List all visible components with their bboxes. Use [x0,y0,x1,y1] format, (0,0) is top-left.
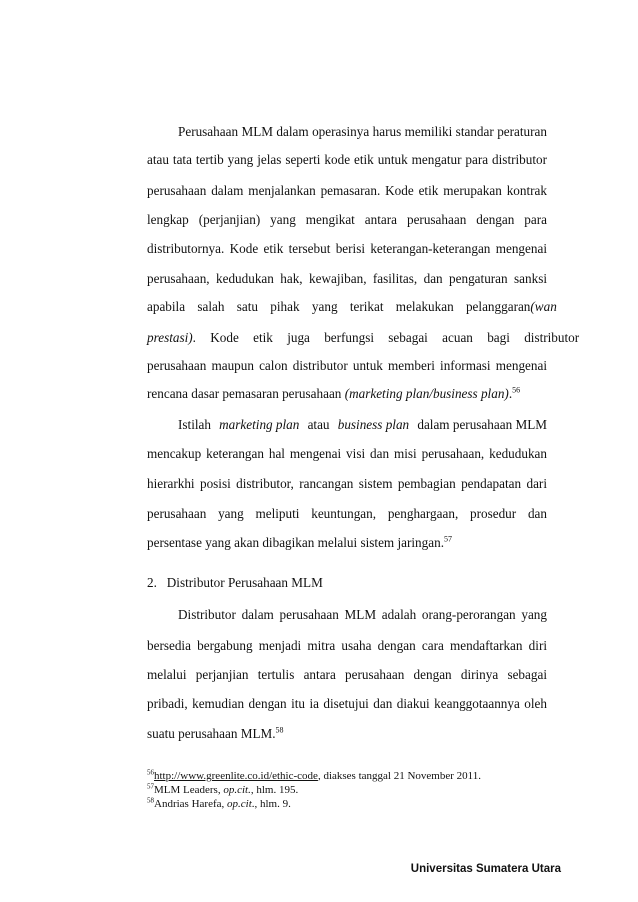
p2-line-5-text: persentase yang akan dibagikan melalui sistem jaringan. [147,535,444,550]
footnote-56-num: 56 [147,768,154,777]
p1-line-10 [147,386,547,402]
p2-line-2: mencakup keterangan hal mengenai visi dan misi perusahaan, kedudukan [147,446,547,461]
footnote-58-italic: op.cit [227,798,252,810]
p3-line-3: melalui perjanjian tertulis antara perusahaan dengan dirinya sebagai [147,667,547,682]
p1-line-10-italic: (marketing plan/business plan) [344,386,509,401]
p1-line-8 [147,330,580,346]
p3-line-5 [147,726,547,742]
footnote-57 [147,784,298,797]
footnote-57-page: , hlm. 195. [250,784,299,796]
p2-word-istilah: Istilah [178,417,211,432]
footnote-56-text: , diakses tanggal 21 November 2011. [317,770,481,782]
p2-line-4: perusahaan yang meliputi keuntungan, penghargaan, prosedur dan [147,506,547,521]
p1-line-6: perusahaan, kedudukan hak, kewajiban, fasilitas, dan pengaturan sanksi [147,271,547,286]
p3-line-1: Distributor dalam perusahaan MLM adalah orang-perorangan yang [178,607,547,622]
footnote-57-num: 57 [147,782,154,791]
footnote-57-italic: op.cit. [223,784,251,796]
p1-line-5: distributornya. Kode etik tersebut berisi keterangan-keterangan mengenai [147,241,547,256]
footnote-58-author: Andrias Harefa, [154,798,227,810]
footnote-56 [147,770,481,783]
footnote-ref-57: 57 [444,534,452,544]
footnote-56-link[interactable]: http://www.greenlite.co.id/ethic-code [154,770,318,782]
p1-line-7 [147,299,557,315]
p2-word-atau: atau [307,417,330,432]
p2-line-1 [178,417,547,433]
p2-italic-business-plan: business plan [337,417,410,432]
p3-line-2: bersedia bergabung menjadi mitra usaha dengan cara mendaftarkan diri [147,638,547,653]
p1-line-8-italic: prestasi) [147,330,193,345]
p2-line-5 [147,535,547,551]
section-heading: 2. Distributor Perusahaan MLM [147,575,323,590]
p2-italic-marketing-plan: marketing plan [219,417,300,432]
footnote-58 [147,798,291,811]
page-footer: Universitas Sumatera Utara [410,863,561,875]
p2-line-3: hierarkhi posisi distributor, rancangan sistem pembagian pendapatan dari [147,476,547,491]
p1-line-1: Perusahaan MLM dalam operasinya harus memiliki standar peraturan [178,124,547,139]
p1-line-8-text: . Kode etik juga berfungsi sebagai acuan bagi distributor [192,330,580,345]
p1-line-10-text: rencana dasar pemasaran perusahaan [147,386,342,401]
p1-line-10-period: . [508,386,513,401]
p1-line-2: atau tata tertib yang jelas seperti kode etik untuk mengatur para distributor [147,152,547,167]
p1-line-3: perusahaan dalam menjalankan pemasaran. Kode etik merupakan kontrak [147,183,547,198]
p1-line-9: perusahaan maupun calon distributor untuk memberi informasi mengenai [147,358,547,373]
p1-line-7-italic: (wan [530,299,557,314]
p3-line-5-text: suatu perusahaan MLM. [147,726,276,741]
footnote-58-num: 58 [147,796,154,805]
footnote-57-author: MLM Leaders, [154,784,224,796]
p3-line-4: pribadi, kemudian dengan itu ia disetujui dan diakui keanggotaannya oleh [147,696,547,711]
footnote-ref-56: 56 [512,385,521,395]
footnote-ref-58: 58 [275,725,284,735]
p2-line-1-end: dalam perusahaan MLM [417,417,547,432]
footnote-58-page: ., hlm. 9. [251,798,291,810]
p1-line-7-text: apabila salah satu pihak yang terikat melakukan pelanggaran [147,299,531,314]
p1-line-4: lengkap (perjanjian) yang mengikat antara perusahaan dengan para [147,212,547,227]
